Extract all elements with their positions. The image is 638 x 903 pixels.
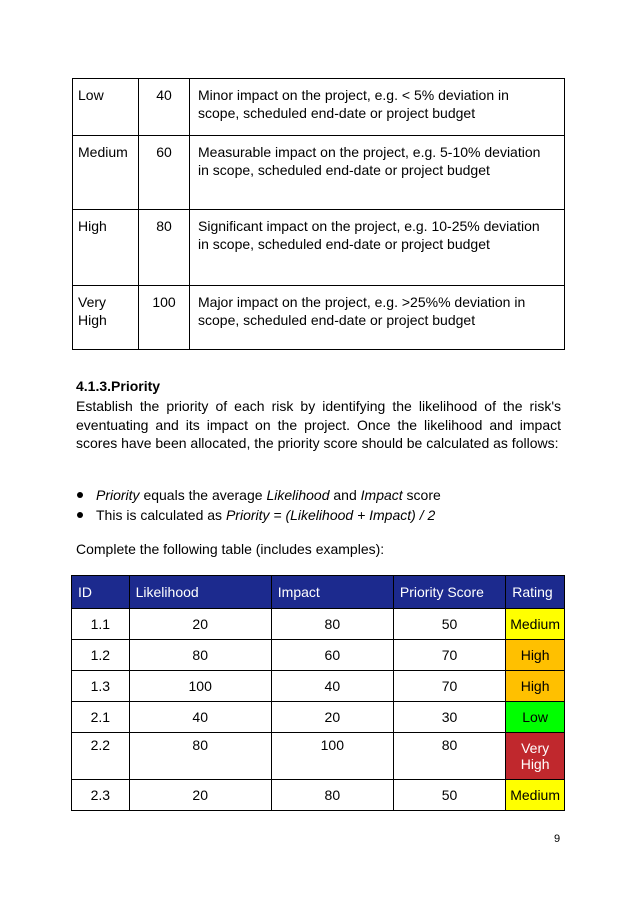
cell-priority-score: 50: [393, 780, 505, 811]
impact-level: High: [73, 210, 139, 286]
bullet-text: This is calculated as: [96, 507, 226, 523]
header-priority-score: Priority Score: [393, 576, 505, 609]
cell-priority-score: 50: [393, 609, 505, 640]
table-row: [73, 210, 565, 286]
header-rating: Rating: [506, 576, 565, 609]
impact-description: Major impact on the project, e.g. >25%% deviation in scope, scheduled end-date or project budget: [190, 286, 565, 350]
impact-description: Measurable impact on the project, e.g. 5-10% deviation in scope, scheduled end-date or project budget: [190, 136, 565, 210]
impact-level: Low: [73, 79, 139, 136]
cell-rating: High: [506, 640, 565, 671]
table-row: [72, 702, 565, 733]
cell-rating: High: [506, 671, 565, 702]
cell-id: 1.1: [72, 609, 130, 640]
cell-priority-score: 70: [393, 671, 505, 702]
cell-rating: Medium: [506, 780, 565, 811]
cell-impact: 40: [271, 671, 393, 702]
cell-likelihood: 40: [129, 702, 271, 733]
cell-rating: Medium: [506, 609, 565, 640]
table-header-row: [72, 576, 565, 609]
table-intro: Complete the following table (includes examples):: [76, 541, 385, 557]
impact-score: 80: [139, 210, 190, 286]
table-row: [73, 79, 565, 136]
bullet-icon: [77, 492, 83, 498]
cell-impact: 20: [271, 702, 393, 733]
priority-table: [71, 575, 565, 811]
section-paragraph: Establish the priority of each risk by identifying the likelihood of the risk's eventuating and its impact on the project. Once the likelihood and impact scores have been allocated, the priority score should be calculated as follows:: [76, 398, 561, 451]
header-id: ID: [72, 576, 130, 609]
cell-likelihood: 20: [129, 780, 271, 811]
table-row: [72, 671, 565, 702]
cell-priority-score: 30: [393, 702, 505, 733]
cell-priority-score: 80: [393, 733, 505, 780]
table-row: [72, 780, 565, 811]
bullet-list: [76, 485, 441, 525]
header-impact: Impact: [271, 576, 393, 609]
cell-id: 2.1: [72, 702, 130, 733]
impact-level: Medium: [73, 136, 139, 210]
impact-description: Minor impact on the project, e.g. < 5% deviation in scope, scheduled end-date or project budget: [190, 79, 565, 136]
cell-impact: 80: [271, 780, 393, 811]
term-priority: Priority: [96, 487, 140, 503]
term-impact: Impact: [360, 487, 403, 503]
impact-score: 60: [139, 136, 190, 210]
impact-score: 100: [139, 286, 190, 350]
cell-impact: 80: [271, 609, 393, 640]
impact-description: Significant impact on the project, e.g. 10-25% deviation in scope, scheduled end-date or project budget: [190, 210, 565, 286]
table-row: [72, 733, 565, 780]
formula: Priority = (Likelihood + Impact) / 2: [225, 507, 436, 523]
bullet-text: equals the average: [139, 487, 267, 503]
cell-likelihood: 100: [129, 671, 271, 702]
cell-id: 1.3: [72, 671, 130, 702]
cell-rating: Low: [506, 702, 565, 733]
table-row: [72, 640, 565, 671]
cell-likelihood: 20: [129, 609, 271, 640]
cell-likelihood: 80: [129, 733, 271, 780]
cell-likelihood: 80: [129, 640, 271, 671]
header-likelihood: Likelihood: [129, 576, 271, 609]
impact-score: 40: [139, 79, 190, 136]
list-item: [76, 485, 441, 505]
impact-table: [72, 78, 565, 350]
table-row: [72, 609, 565, 640]
impact-level: Very High: [73, 286, 139, 350]
list-item: [76, 505, 441, 525]
term-likelihood: Likelihood: [266, 487, 330, 503]
cell-id: 1.2: [72, 640, 130, 671]
bullet-text: and: [329, 487, 361, 503]
cell-priority-score: 70: [393, 640, 505, 671]
bullet-icon: [77, 512, 83, 518]
table-row: [73, 286, 565, 350]
section-heading: 4.1.3.Priority: [76, 378, 161, 394]
cell-impact: 100: [271, 733, 393, 780]
cell-id: 2.2: [72, 733, 130, 780]
bullet-text: score: [402, 487, 441, 503]
page-number: 9: [554, 833, 561, 845]
table-row: [73, 136, 565, 210]
cell-rating: Very High: [506, 733, 565, 780]
cell-impact: 60: [271, 640, 393, 671]
cell-id: 2.3: [72, 780, 130, 811]
